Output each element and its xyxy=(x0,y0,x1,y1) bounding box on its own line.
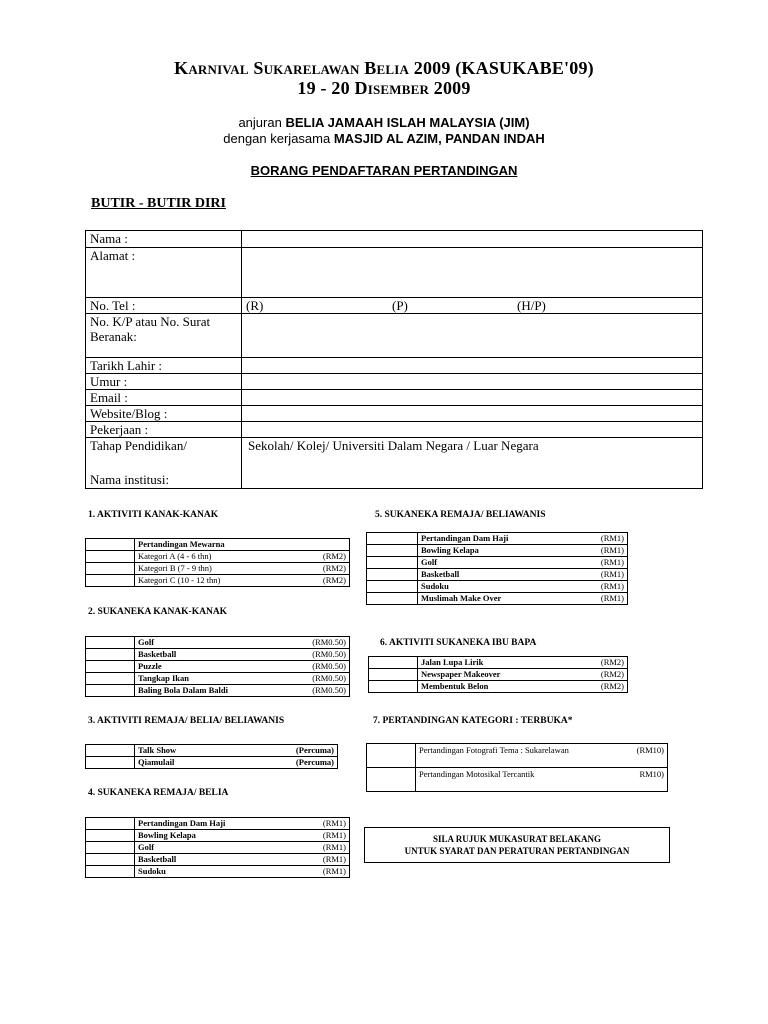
table-row[interactable] xyxy=(369,681,628,693)
checkbox-cell[interactable] xyxy=(367,545,418,557)
activity-fee: (RM1) xyxy=(600,545,624,555)
table-row[interactable] xyxy=(86,551,350,563)
checkbox-cell[interactable] xyxy=(86,842,135,854)
email-field[interactable] xyxy=(242,390,703,406)
table-row[interactable] xyxy=(86,745,338,757)
table-row[interactable] xyxy=(369,657,628,669)
activity-name: Sudoku xyxy=(421,581,449,591)
table-row[interactable] xyxy=(367,593,628,605)
checkbox-cell[interactable] xyxy=(367,744,416,768)
table-row[interactable] xyxy=(367,557,628,569)
activity-fee: (RM1) xyxy=(600,533,624,543)
activity-fee: (RM1) xyxy=(322,854,346,864)
section-2-table xyxy=(85,636,350,697)
checkbox-cell[interactable] xyxy=(86,649,135,661)
phone-label: No. Tel : xyxy=(86,298,242,314)
section-7-table xyxy=(366,743,668,792)
checkbox-cell[interactable] xyxy=(86,661,135,673)
checkbox-cell[interactable] xyxy=(367,569,418,581)
section-6-table xyxy=(368,656,628,693)
table-row[interactable] xyxy=(367,581,628,593)
address-label: Alamat : xyxy=(86,248,242,298)
partner-name: MASJID AL AZIM, PANDAN INDAH xyxy=(333,131,545,146)
section-5-table xyxy=(366,532,628,605)
activity-name: Qiamulail xyxy=(138,757,175,767)
table-row[interactable] xyxy=(367,569,628,581)
activity-fee: (RM1) xyxy=(322,842,346,852)
website-field[interactable] xyxy=(242,406,703,422)
section-4-title: 4. SUKANEKA REMAJA/ BELIA xyxy=(88,788,229,798)
checkbox-cell[interactable] xyxy=(367,533,418,545)
table-row[interactable] xyxy=(86,842,350,854)
activity-fee: (RM10) xyxy=(636,745,664,755)
checkbox-cell[interactable] xyxy=(86,830,135,842)
activity-name: Kategori B (7 - 9 thn) xyxy=(138,563,212,573)
table-row[interactable] xyxy=(86,685,350,697)
activity-fee: (RM2) xyxy=(600,669,624,679)
activity-fee: (RM0.50) xyxy=(312,637,346,647)
activity-name: Bowling Kelapa xyxy=(138,830,196,840)
checkbox-cell[interactable] xyxy=(86,854,135,866)
activity-name: Golf xyxy=(421,557,438,567)
ic-label: No. K/P atau No. Surat Beranak: xyxy=(86,314,242,358)
activity-name: Kategori C (10 - 12 thn) xyxy=(138,575,221,585)
checkbox-cell[interactable] xyxy=(86,673,135,685)
checkbox-cell[interactable] xyxy=(367,593,418,605)
partner-line xyxy=(0,131,768,146)
form-title: BORANG PENDAFTARAN PERTANDINGAN xyxy=(250,163,518,178)
phone-field[interactable] xyxy=(242,298,703,314)
checkbox-cell[interactable] xyxy=(369,657,418,669)
activity-name: Pertandingan Mewarna xyxy=(138,539,225,549)
activity-name: Membentuk Belon xyxy=(421,681,489,691)
education-label-cell xyxy=(86,438,242,489)
activity-name: Pertandingan Motosikal Tercantik xyxy=(419,769,535,779)
table-row[interactable] xyxy=(86,649,350,661)
partner-prefix: dengan kerjasama xyxy=(223,131,331,146)
phone-mobile-label: (H/P) xyxy=(517,298,546,313)
activity-name: Jalan Lupa Lirik xyxy=(421,657,484,667)
activity-fee: (RM1) xyxy=(600,581,624,591)
table-row[interactable] xyxy=(367,545,628,557)
activity-name: Pertandingan Dam Haji xyxy=(138,818,226,828)
section-7-title: 7. PERTANDINGAN KATEGORI : TERBUKA* xyxy=(373,716,573,726)
section-1-title: 1. AKTIVITI KANAK-KANAK xyxy=(88,510,219,520)
table-row[interactable] xyxy=(86,854,350,866)
job-field[interactable] xyxy=(242,422,703,438)
activity-fee: (RM0.50) xyxy=(312,661,346,671)
event-title: Karnival Sukarelawan Belia 2009 (KASUKABE'09) xyxy=(174,58,594,78)
section-4-table xyxy=(85,817,350,878)
institution-label: Nama institusi: xyxy=(90,472,170,487)
table-row[interactable] xyxy=(86,830,350,842)
checkbox-cell[interactable] xyxy=(86,551,135,563)
table-row[interactable] xyxy=(367,768,668,792)
checkbox-cell[interactable] xyxy=(86,637,135,649)
table-row[interactable] xyxy=(86,539,350,551)
checkbox-cell[interactable] xyxy=(367,768,416,792)
table-row[interactable] xyxy=(86,637,350,649)
job-label: Pekerjaan : xyxy=(86,422,242,438)
address-field[interactable] xyxy=(242,248,703,298)
activity-name: Sudoku xyxy=(138,866,166,876)
activity-fee: (RM1) xyxy=(600,569,624,579)
section-2-title: 2. SUKANEKA KANAK-KANAK xyxy=(88,607,228,617)
table-row[interactable] xyxy=(369,669,628,681)
phone-home-label: (R) xyxy=(246,298,264,313)
personal-details-table xyxy=(85,230,703,489)
organizer-name: BELIA JAMAAH ISLAH MALAYSIA (JIM) xyxy=(285,115,530,130)
website-label: Website/Blog : xyxy=(86,406,242,422)
activity-fee: (RM2) xyxy=(322,563,346,573)
activity-name: Talk Show xyxy=(138,745,177,755)
table-row[interactable] xyxy=(86,757,338,769)
checkbox-cell[interactable] xyxy=(86,818,135,830)
activity-name: Golf xyxy=(138,842,155,852)
email-label: Email : xyxy=(86,390,242,406)
section-5-title: 5. SUKANEKA REMAJA/ BELIAWANIS xyxy=(375,510,546,520)
activity-name: Newspaper Makeover xyxy=(421,669,501,679)
checkbox-cell[interactable] xyxy=(86,866,135,878)
table-row[interactable] xyxy=(367,744,668,768)
education-label: Tahap Pendidikan/ xyxy=(90,438,187,453)
checkbox-cell[interactable] xyxy=(367,557,418,569)
table-row[interactable] xyxy=(86,673,350,685)
terms-note-line2: UNTUK SYARAT DAN PERATURAN PERTANDINGAN xyxy=(404,846,630,856)
activity-name: Bowling Kelapa xyxy=(421,545,479,555)
activity-name: Kategori A (4 - 6 thn) xyxy=(138,551,212,561)
activity-name: Pertandingan Dam Haji xyxy=(421,533,509,543)
activity-name: Muslimah Make Over xyxy=(421,593,502,603)
personal-heading: BUTIR - BUTIR DIRI xyxy=(91,196,226,211)
name-label: Nama : xyxy=(86,231,242,248)
activity-name: Baling Bola Dalam Baldi xyxy=(138,685,228,695)
organizer-line xyxy=(0,115,768,130)
checkbox-cell[interactable] xyxy=(369,669,418,681)
activity-fee: (RM1) xyxy=(322,830,346,840)
event-date: 19 - 20 Disember 2009 xyxy=(297,78,471,98)
terms-note-box xyxy=(364,827,670,863)
checkbox-cell[interactable] xyxy=(86,563,135,575)
table-row[interactable] xyxy=(86,661,350,673)
activity-name: Tangkap Ikan xyxy=(138,673,189,683)
section-6-title: 6. AKTIVITI SUKANEKA IBU BAPA xyxy=(380,638,537,648)
activity-name: Basketball xyxy=(421,569,460,579)
activity-name: Golf xyxy=(138,637,155,647)
activity-fee: (RM2) xyxy=(322,575,346,585)
activity-fee: (RM1) xyxy=(600,557,624,567)
activity-fee: (RM1) xyxy=(600,593,624,603)
activity-fee: (RM0.50) xyxy=(312,649,346,659)
table-row[interactable] xyxy=(86,575,350,587)
activity-fee: (RM2) xyxy=(600,657,624,667)
ic-field[interactable] xyxy=(242,314,703,358)
table-row[interactable] xyxy=(86,818,350,830)
table-row[interactable] xyxy=(86,563,350,575)
activity-fee: (RM1) xyxy=(322,866,346,876)
activity-name: Puzzle xyxy=(138,661,162,671)
age-label: Umur : xyxy=(86,374,242,390)
activity-fee: (RM2) xyxy=(600,681,624,691)
organizer-prefix: anjuran xyxy=(238,115,282,130)
section-3-table xyxy=(85,744,338,769)
section-3-title: 3. AKTIVITI REMAJA/ BELIA/ BELIAWANIS xyxy=(88,716,285,726)
activity-fee: (Percuma) xyxy=(295,745,334,755)
name-field[interactable] xyxy=(242,231,703,248)
table-row[interactable] xyxy=(86,866,350,878)
activity-name: Pertandingan Fotografi Tema : Sukarelawan xyxy=(419,745,569,755)
activity-name: Basketball xyxy=(138,854,177,864)
checkbox-cell[interactable] xyxy=(367,581,418,593)
checkbox-cell[interactable] xyxy=(86,745,135,757)
activity-name: Basketball xyxy=(138,649,177,659)
activity-fee: (RM1) xyxy=(322,818,346,828)
activity-fee: (Percuma) xyxy=(295,757,334,767)
dob-field[interactable] xyxy=(242,358,703,374)
checkbox-cell[interactable] xyxy=(86,575,135,587)
phone-office-label: (P) xyxy=(392,298,408,313)
activity-fee: (RM0.50) xyxy=(312,685,346,695)
checkbox-cell[interactable] xyxy=(86,757,135,769)
section-1-table xyxy=(85,538,350,587)
education-field[interactable]: Sekolah/ Kolej/ Universiti Dalam Negara / Luar Negara xyxy=(242,438,703,489)
checkbox-cell[interactable] xyxy=(369,681,418,693)
dob-label: Tarikh Lahir : xyxy=(86,358,242,374)
checkbox-cell[interactable] xyxy=(86,685,135,697)
checkbox-cell[interactable] xyxy=(86,539,135,551)
activity-fee: (RM2) xyxy=(322,551,346,561)
table-row[interactable] xyxy=(367,533,628,545)
terms-note-line1: SILA RUJUK MUKASURAT BELAKANG xyxy=(433,834,601,844)
activity-fee: RM10) xyxy=(639,769,664,779)
age-field[interactable] xyxy=(242,374,703,390)
activity-fee: (RM0.50) xyxy=(312,673,346,683)
